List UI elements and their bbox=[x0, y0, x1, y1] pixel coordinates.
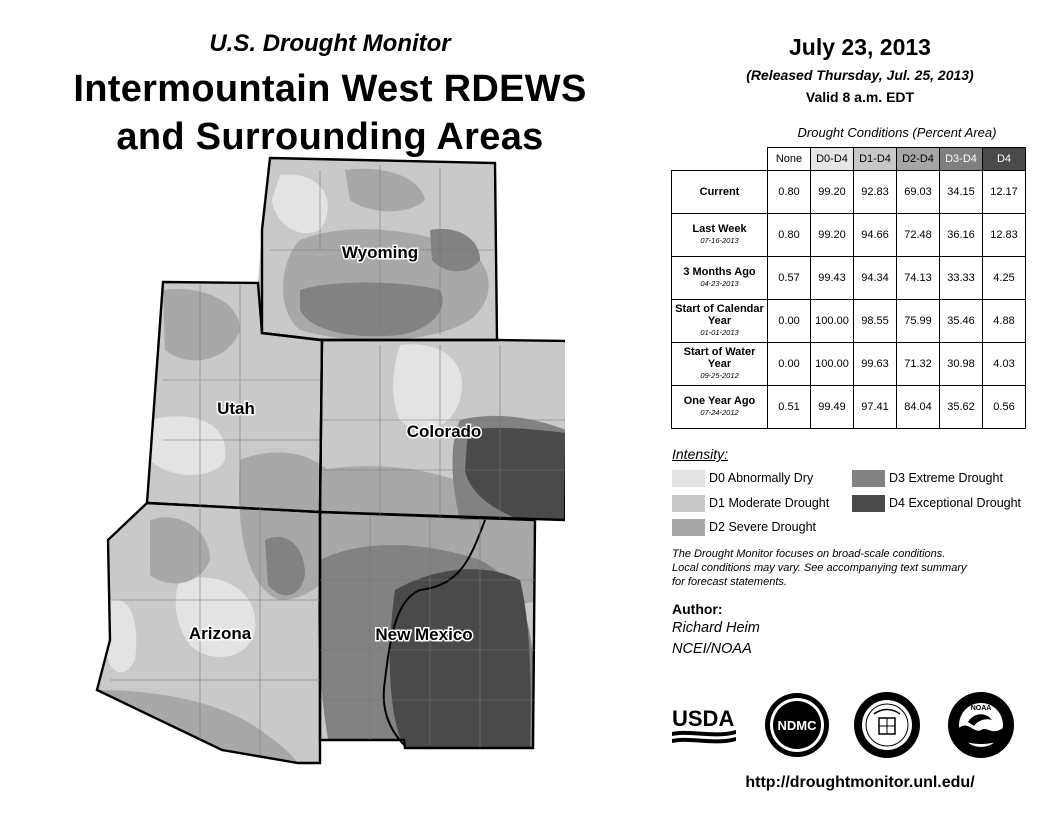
legend-swatch-d2 bbox=[672, 519, 705, 536]
map-title-line-2: and Surrounding Areas bbox=[116, 116, 544, 158]
table-row bbox=[672, 171, 1026, 214]
table-cell: 99.20 bbox=[811, 214, 854, 257]
table-row bbox=[672, 343, 1026, 386]
map-date: July 23, 2013 bbox=[789, 34, 931, 60]
row-label-text: One Year Ago bbox=[683, 395, 756, 407]
author-heading: Author: bbox=[672, 601, 723, 617]
table-cell: 94.34 bbox=[854, 257, 897, 300]
table-cell: 99.43 bbox=[811, 257, 854, 300]
table-cell: 35.62 bbox=[940, 386, 983, 429]
table-corner bbox=[672, 148, 768, 171]
col-header-none: None bbox=[768, 148, 811, 171]
table-cell: 0.80 bbox=[768, 214, 811, 257]
table-cell: 0.00 bbox=[768, 343, 811, 386]
table-cell: 92.83 bbox=[854, 171, 897, 214]
ndmc-logo bbox=[762, 690, 832, 760]
author-org: NCEI/NOAA bbox=[672, 641, 752, 657]
note-line-2: Local conditions may vary. See accompanying text summary bbox=[672, 562, 967, 574]
row-label bbox=[672, 300, 768, 343]
legend-label-d4: D4 Exceptional Drought bbox=[889, 495, 1022, 510]
legend-item-d4 bbox=[852, 495, 1021, 512]
table-cell: 30.98 bbox=[940, 343, 983, 386]
legend-swatch-d3 bbox=[852, 470, 885, 487]
table-cell: 100.00 bbox=[811, 343, 854, 386]
legend-item-d1 bbox=[672, 495, 829, 512]
table-row bbox=[672, 300, 1026, 343]
legend-swatch-d1 bbox=[672, 495, 705, 512]
state-label-wyoming: Wyoming bbox=[341, 243, 419, 262]
noaa-logo bbox=[946, 690, 1016, 760]
ndmc-logo-text: NDMC bbox=[777, 718, 817, 733]
note-line-1: The Drought Monitor focuses on broad-scale conditions. bbox=[672, 548, 946, 560]
website-link[interactable]: http://droughtmonitor.unl.edu/ bbox=[745, 774, 975, 791]
drought-map bbox=[95, 150, 565, 770]
legend-label-d1: D1 Moderate Drought bbox=[709, 495, 830, 510]
col-header-d3-d4: D3-D4 bbox=[940, 148, 983, 171]
table-cell: 0.00 bbox=[768, 300, 811, 343]
table-header-row bbox=[672, 148, 1026, 171]
row-label bbox=[672, 343, 768, 386]
row-label-text: Start of Water Year bbox=[683, 346, 756, 370]
legend-item-d0 bbox=[672, 470, 813, 487]
table-cell: 34.15 bbox=[940, 171, 983, 214]
legend-swatch-d0 bbox=[672, 470, 705, 487]
col-header-d1-d4: D1-D4 bbox=[854, 148, 897, 171]
noaa-logo-text: NOAA bbox=[970, 705, 992, 712]
table-cell: 12.83 bbox=[983, 214, 1026, 257]
row-label bbox=[672, 386, 768, 429]
row-label-text: Last Week bbox=[692, 223, 747, 235]
table-cell: 74.13 bbox=[897, 257, 940, 300]
table-cell: 75.99 bbox=[897, 300, 940, 343]
row-label-date: 07-24-2012 bbox=[700, 408, 739, 417]
col-header-d0-d4: D0-D4 bbox=[811, 148, 854, 171]
legend-title: Intensity: bbox=[672, 446, 729, 462]
table-cell: 84.04 bbox=[897, 386, 940, 429]
table-row bbox=[672, 257, 1026, 300]
table-cell: 0.80 bbox=[768, 171, 811, 214]
col-header-d2-d4: D2-D4 bbox=[897, 148, 940, 171]
table-cell: 0.56 bbox=[983, 386, 1026, 429]
row-label-date: 09-25-2012 bbox=[700, 371, 739, 380]
table-cell: 99.20 bbox=[811, 171, 854, 214]
valid-time: Valid 8 a.m. EDT bbox=[805, 89, 915, 105]
row-label-date: 07-16-2013 bbox=[700, 236, 739, 245]
map-title-line-1: Intermountain West RDEWS bbox=[73, 68, 587, 110]
row-label bbox=[672, 171, 768, 214]
table-cell: 71.32 bbox=[897, 343, 940, 386]
drought-conditions-table bbox=[671, 147, 1026, 429]
commerce-seal bbox=[852, 690, 922, 760]
table-cell: 100.00 bbox=[811, 300, 854, 343]
state-label-colorado: Colorado bbox=[406, 422, 482, 441]
legend-swatch-d4 bbox=[852, 495, 885, 512]
row-label-text: Current bbox=[699, 186, 740, 198]
table-cell: 97.41 bbox=[854, 386, 897, 429]
legend-label-d3: D3 Extreme Drought bbox=[889, 470, 1003, 485]
disclaimer-note bbox=[672, 547, 1032, 589]
map-subtitle: U.S. Drought Monitor bbox=[209, 30, 451, 57]
conditions-table-title: Drought Conditions (Percent Area) bbox=[797, 125, 997, 140]
legend-item-d2 bbox=[672, 519, 816, 536]
state-label-new-mexico: New Mexico bbox=[375, 625, 473, 644]
legend-label-d2: D2 Severe Drought bbox=[709, 519, 817, 534]
table-cell: 12.17 bbox=[983, 171, 1026, 214]
table-cell: 0.57 bbox=[768, 257, 811, 300]
table-cell: 0.51 bbox=[768, 386, 811, 429]
table-cell: 4.88 bbox=[983, 300, 1026, 343]
row-label-date: 04-23-2013 bbox=[700, 279, 739, 288]
row-label-date: 01-01-2013 bbox=[700, 328, 739, 337]
legend-label-d0: D0 Abnormally Dry bbox=[709, 470, 814, 485]
table-row bbox=[672, 386, 1026, 429]
table-cell: 94.66 bbox=[854, 214, 897, 257]
table-cell: 99.49 bbox=[811, 386, 854, 429]
table-cell: 4.25 bbox=[983, 257, 1026, 300]
usda-logo bbox=[670, 700, 740, 750]
state-label-utah: Utah bbox=[217, 399, 255, 418]
row-label-text: 3 Months Ago bbox=[683, 266, 756, 278]
table-cell: 72.48 bbox=[897, 214, 940, 257]
table-cell: 33.33 bbox=[940, 257, 983, 300]
table-cell: 4.03 bbox=[983, 343, 1026, 386]
table-cell: 35.46 bbox=[940, 300, 983, 343]
table-cell: 36.16 bbox=[940, 214, 983, 257]
row-label-text: Start of Calendar Year bbox=[675, 303, 764, 327]
row-label bbox=[672, 214, 768, 257]
state-label-arizona: Arizona bbox=[188, 624, 252, 643]
table-cell: 99.63 bbox=[854, 343, 897, 386]
note-line-3: for forecast statements. bbox=[672, 576, 787, 588]
legend-item-d3 bbox=[852, 470, 1003, 487]
col-header-d4: D4 bbox=[983, 148, 1026, 171]
author-name: Richard Heim bbox=[672, 620, 760, 636]
table-cell: 98.55 bbox=[854, 300, 897, 343]
drought-shading bbox=[95, 150, 565, 770]
usda-logo-text: USDA bbox=[672, 706, 735, 731]
table-cell: 69.03 bbox=[897, 171, 940, 214]
table-row bbox=[672, 214, 1026, 257]
row-label bbox=[672, 257, 768, 300]
release-date: (Released Thursday, Jul. 25, 2013) bbox=[746, 67, 974, 83]
